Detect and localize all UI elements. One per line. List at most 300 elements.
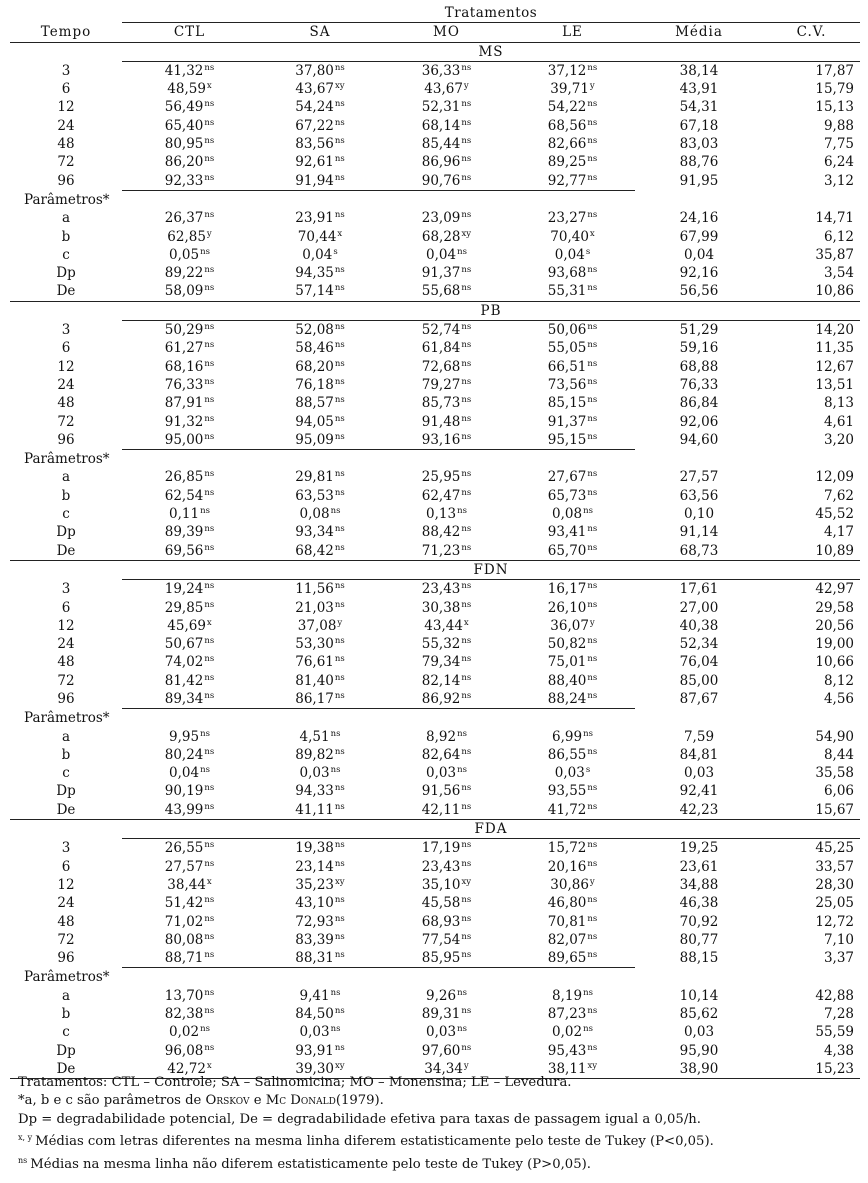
- value-cell: [122, 580, 257, 599]
- time-row: [10, 376, 860, 394]
- value-cell: [383, 728, 510, 746]
- significance-marker: x: [206, 1060, 212, 1071]
- mean-cell: 0,03: [683, 1024, 715, 1041]
- value-number: 52,31: [421, 99, 461, 116]
- significance-marker: ns: [334, 581, 345, 592]
- significance-marker: ns: [461, 542, 472, 553]
- significance-marker: ns: [457, 1024, 467, 1035]
- parameters-label-spacer: [383, 450, 510, 469]
- mean-cell: 0,04: [683, 246, 715, 263]
- parameter-row: [10, 282, 860, 301]
- mean-cell: 7,59: [683, 728, 715, 745]
- footnote-xy: [18, 1129, 714, 1151]
- value-number: 74,02: [164, 654, 204, 671]
- value-number: 29,81: [295, 469, 334, 486]
- time-row: [10, 117, 860, 135]
- value-number: 68,42: [295, 542, 334, 559]
- value-cell: [122, 487, 257, 505]
- value-number: 39,30: [295, 1060, 335, 1077]
- value-number: 56,49: [164, 99, 204, 116]
- value-cell: [383, 635, 510, 653]
- parameters-label: Parâmetros*: [24, 710, 110, 727]
- value-cell: [383, 617, 510, 635]
- value-cell: [510, 246, 635, 264]
- value-cell: [510, 321, 635, 340]
- value-cell: [383, 782, 510, 800]
- time-label: 6: [61, 81, 71, 98]
- value-number: 50,06: [547, 322, 587, 339]
- significance-marker: ns: [587, 431, 598, 442]
- value-number: 43,67: [295, 81, 335, 98]
- value-cell: [383, 117, 510, 135]
- significance-marker: ns: [587, 413, 598, 424]
- value-cell: [257, 876, 383, 894]
- significance-marker: ns: [204, 487, 215, 498]
- significance-marker: ns: [461, 931, 472, 942]
- cv-cell: 8,13: [823, 395, 855, 412]
- significance-marker: ns: [330, 1024, 341, 1035]
- significance-marker: ns: [461, 99, 472, 110]
- value-cell: [383, 894, 510, 912]
- value-cell: [257, 172, 383, 191]
- time-label: 72: [57, 931, 75, 948]
- col-header-ctl: CTL: [122, 23, 257, 42]
- parameter-label: a: [61, 210, 71, 227]
- value-cell: [510, 839, 635, 858]
- significance-marker: ns: [334, 340, 345, 351]
- value-cell: [510, 523, 635, 541]
- value-cell: [122, 117, 257, 135]
- value-cell: [257, 764, 383, 782]
- parameter-row: [10, 987, 860, 1005]
- significance-marker: ns: [461, 117, 472, 128]
- mean-cell: 42,23: [679, 801, 719, 818]
- significance-marker: ns: [334, 840, 345, 851]
- value-cell: [122, 413, 257, 431]
- cv-cell: 35,87: [815, 246, 855, 263]
- value-cell: [383, 246, 510, 264]
- cv-cell: 25,05: [815, 895, 855, 912]
- value-cell: [257, 931, 383, 949]
- value-cell: [122, 61, 257, 80]
- mean-cell: 68,88: [679, 358, 719, 375]
- cv-cell: 12,09: [815, 469, 855, 486]
- value-number: 27,57: [164, 858, 204, 875]
- value-cell: [257, 282, 383, 301]
- time-row: [10, 913, 860, 931]
- footnote-treatments: Tratamentos: CTL – Controle; SA – Salinomicina; MO – Monensina; LE – Levedura.: [18, 1075, 572, 1090]
- column-header-row: [10, 23, 860, 42]
- mean-cell: 38,90: [635, 1060, 763, 1079]
- time-label: 3: [61, 580, 71, 597]
- value-number: 88,57: [295, 395, 334, 412]
- cv-cell: 12,67: [815, 358, 855, 375]
- significance-marker: ns: [334, 431, 345, 442]
- value-number: 79,34: [421, 654, 461, 671]
- significance-marker: ns: [334, 931, 345, 942]
- value-number: 26,37: [164, 210, 204, 227]
- value-cell: [122, 376, 257, 394]
- cv-cell: 33,57: [815, 858, 855, 875]
- section-header-spacer: [10, 42, 122, 61]
- value-number: 70,44: [297, 228, 337, 245]
- value-number: 65,70: [547, 542, 587, 559]
- significance-marker: ns: [334, 1006, 345, 1017]
- significance-marker: ns: [587, 1042, 598, 1053]
- value-number: 89,31: [421, 1006, 461, 1023]
- value-cell: [510, 672, 635, 690]
- significance-marker: ns: [204, 117, 215, 128]
- value-cell: [510, 653, 635, 671]
- value-number: 26,85: [164, 469, 204, 486]
- footnote-ns-marker: ns: [18, 1155, 28, 1165]
- time-label: 24: [57, 636, 75, 653]
- footnote-xy-text: Médias com letras diferentes na mesma linha diferem estatisticamente pelo teste de Tukey (P<0,05).: [35, 1134, 714, 1150]
- time-label: 72: [57, 413, 75, 430]
- value-cell: [510, 931, 635, 949]
- cv-cell: 45,52: [815, 506, 855, 523]
- significance-marker: ns: [334, 395, 345, 406]
- mean-cell: 0,10: [683, 506, 715, 523]
- col-header-sa: SA: [257, 23, 383, 42]
- value-cell: [257, 746, 383, 764]
- value-number: 92,77: [547, 172, 587, 189]
- parameters-label: Parâmetros*: [24, 969, 110, 986]
- cv-cell: 10,66: [815, 654, 855, 671]
- significance-marker: ns: [334, 913, 345, 924]
- significance-marker: ns: [204, 801, 215, 812]
- significance-marker: ns: [587, 931, 598, 942]
- value-cell: [122, 931, 257, 949]
- table-body: [10, 4, 860, 1079]
- value-number: 93,41: [547, 524, 587, 541]
- time-row: [10, 135, 860, 153]
- value-cell: [510, 987, 635, 1005]
- parameter-row: [10, 764, 860, 782]
- mean-cell: 52,34: [679, 636, 719, 653]
- value-cell: [510, 1042, 635, 1060]
- significance-marker: ns: [587, 322, 598, 333]
- significance-marker: ns: [334, 322, 345, 333]
- time-label: 96: [57, 432, 75, 449]
- value-cell: [122, 1005, 257, 1023]
- significance-marker: ns: [457, 728, 467, 739]
- value-number: 41,72: [547, 801, 587, 818]
- value-number: 35,10: [421, 876, 461, 893]
- parameter-row: [10, 246, 860, 264]
- parameter-label: Dp: [56, 524, 76, 541]
- value-cell: [257, 358, 383, 376]
- value-number: 96,08: [164, 1042, 204, 1059]
- footnote-author-mcdonald: Mc Donald: [265, 1093, 336, 1109]
- value-number: 90,19: [164, 783, 204, 800]
- value-cell: [122, 505, 257, 523]
- parameter-label: a: [61, 728, 71, 745]
- mean-cell: 86,84: [679, 395, 719, 412]
- value-number: 54,22: [547, 99, 587, 116]
- value-number: 61,84: [421, 340, 461, 357]
- value-number: 88,31: [295, 950, 334, 967]
- significance-marker: ns: [204, 265, 215, 276]
- significance-marker: x: [206, 876, 212, 887]
- cv-cell: 4,38: [823, 1042, 855, 1059]
- value-cell: [383, 876, 510, 894]
- footnote-parameters: [18, 1092, 714, 1110]
- value-cell: [257, 321, 383, 340]
- value-number: 55,05: [547, 340, 587, 357]
- mean-cell: 67,18: [679, 117, 719, 134]
- value-cell: [510, 801, 635, 820]
- value-number: 86,92: [421, 690, 461, 707]
- value-number: 92,33: [164, 172, 204, 189]
- significance-marker: ns: [587, 581, 598, 592]
- time-label: 72: [57, 672, 75, 689]
- value-cell: [383, 1042, 510, 1060]
- significance-marker: ns: [461, 322, 472, 333]
- value-cell: [122, 321, 257, 340]
- value-number: 0,03: [426, 765, 457, 782]
- value-cell: [122, 394, 257, 412]
- significance-marker: ns: [461, 746, 472, 757]
- value-number: 70,40: [550, 228, 589, 245]
- value-cell: [257, 1042, 383, 1060]
- cv-cell: 13,51: [815, 376, 855, 393]
- footnote-dp-de: Dp = degradabilidade potencial, De = degradabilidade efetiva para taxas de passagem igual a 0,05/h.: [18, 1111, 701, 1127]
- cv-cell: 19,00: [815, 636, 855, 653]
- significance-marker: ns: [204, 431, 215, 442]
- value-cell: [257, 1023, 383, 1041]
- significance-marker: ns: [587, 117, 598, 128]
- parameter-row: [10, 542, 860, 561]
- significance-marker: ns: [587, 395, 598, 406]
- value-cell: [257, 672, 383, 690]
- time-row: [10, 413, 860, 431]
- cv-cell: 3,12: [823, 172, 855, 189]
- parameter-row: [10, 1042, 860, 1060]
- value-number: 23,09: [421, 210, 461, 227]
- value-number: 21,03: [295, 599, 334, 616]
- value-cell: [383, 858, 510, 876]
- parameter-row: [10, 209, 860, 227]
- value-cell: [122, 282, 257, 301]
- cv-cell: 15,79: [815, 81, 855, 98]
- value-cell: [122, 839, 257, 858]
- time-row: [10, 931, 860, 949]
- significance-marker: ns: [461, 431, 472, 442]
- value-cell: [257, 80, 383, 98]
- cv-cell: 8,44: [823, 746, 855, 763]
- value-number: 36,33: [421, 62, 461, 79]
- cv-cell: 17,87: [815, 62, 855, 79]
- value-cell: [383, 764, 510, 782]
- significance-marker: ns: [583, 1024, 593, 1035]
- value-number: 81,40: [295, 672, 334, 689]
- mean-cell: 0,03: [683, 765, 715, 782]
- value-cell: [510, 894, 635, 912]
- value-cell: [510, 431, 635, 450]
- value-cell: [122, 782, 257, 800]
- cv-cell: 12,72: [815, 913, 855, 930]
- value-number: 81,42: [164, 672, 204, 689]
- significance-marker: ns: [461, 136, 472, 147]
- value-cell: [383, 913, 510, 931]
- significance-marker: ns: [204, 395, 215, 406]
- value-cell: [383, 599, 510, 617]
- value-number: 88,42: [421, 524, 461, 541]
- significance-marker: ns: [587, 913, 598, 924]
- value-cell: [122, 949, 257, 968]
- parameter-label: c: [62, 506, 70, 523]
- value-cell: [122, 617, 257, 635]
- mean-cell: 76,33: [679, 376, 719, 393]
- value-cell: [257, 653, 383, 671]
- value-cell: [383, 1023, 510, 1041]
- value-cell: [122, 913, 257, 931]
- value-number: 80,08: [164, 931, 204, 948]
- value-cell: [383, 523, 510, 541]
- value-number: 53,30: [295, 636, 334, 653]
- mean-cell: 51,29: [679, 322, 719, 339]
- value-number: 37,08: [297, 617, 337, 634]
- value-cell: [122, 1042, 257, 1060]
- value-cell: [122, 542, 257, 561]
- significance-marker: ns: [461, 283, 472, 294]
- value-number: 76,61: [295, 654, 334, 671]
- value-number: 62,54: [164, 487, 204, 504]
- significance-marker: ns: [461, 413, 472, 424]
- significance-marker: y: [463, 81, 469, 92]
- value-cell: [510, 117, 635, 135]
- significance-marker: ns: [461, 154, 472, 165]
- value-cell: [383, 98, 510, 116]
- value-number: 91,32: [164, 413, 204, 430]
- value-number: 89,82: [295, 746, 334, 763]
- mean-cell: 63,56: [679, 487, 719, 504]
- time-label: 48: [57, 913, 75, 930]
- mean-cell: 94,60: [679, 432, 719, 449]
- parameter-row: [10, 264, 860, 282]
- significance-marker: ns: [334, 154, 345, 165]
- value-cell: [510, 61, 635, 80]
- significance-marker: ns: [204, 599, 215, 610]
- value-number: 71,02: [164, 913, 204, 930]
- value-number: 82,14: [421, 672, 461, 689]
- value-number: 8,92: [426, 728, 457, 745]
- time-row: [10, 321, 860, 340]
- value-cell: [383, 801, 510, 820]
- value-number: 23,91: [295, 210, 334, 227]
- value-cell: [510, 858, 635, 876]
- time-row: [10, 599, 860, 617]
- mean-cell: 92,16: [679, 265, 719, 282]
- col-header-mo: MO: [383, 23, 510, 42]
- value-cell: [122, 172, 257, 191]
- parameter-row: [10, 1023, 860, 1041]
- significance-marker: s: [585, 765, 591, 776]
- value-number: 36,07: [550, 617, 589, 634]
- section-title: FDN: [122, 560, 860, 579]
- value-number: 68,20: [295, 358, 334, 375]
- value-number: 65,40: [164, 117, 204, 134]
- value-number: 75,01: [547, 654, 587, 671]
- value-number: 67,22: [295, 117, 334, 134]
- value-cell: [383, 746, 510, 764]
- significance-marker: ns: [587, 358, 598, 369]
- significance-marker: ns: [583, 506, 593, 517]
- value-number: 55,31: [547, 283, 587, 300]
- significance-marker: y: [589, 876, 595, 887]
- value-number: 86,20: [164, 154, 204, 171]
- value-number: 0,04: [302, 246, 333, 263]
- value-cell: [257, 949, 383, 968]
- value-number: 51,42: [164, 895, 204, 912]
- mean-cell: 46,38: [679, 895, 719, 912]
- significance-marker: y: [463, 1060, 469, 1071]
- value-number: 62,85: [167, 228, 206, 245]
- value-cell: [510, 172, 635, 191]
- value-cell: [510, 1023, 635, 1041]
- value-cell: [383, 80, 510, 98]
- value-number: 50,67: [164, 636, 204, 653]
- value-cell: [122, 135, 257, 153]
- mean-cell: 84,81: [679, 746, 719, 763]
- value-number: 48,59: [167, 81, 206, 98]
- value-number: 88,24: [547, 690, 587, 707]
- significance-marker: ns: [587, 524, 598, 535]
- time-label: 12: [57, 358, 75, 375]
- significance-marker: ns: [330, 765, 341, 776]
- value-cell: [122, 339, 257, 357]
- value-cell: [383, 487, 510, 505]
- parameters-label-spacer: [763, 450, 860, 469]
- value-number: 95,43: [547, 1042, 587, 1059]
- value-cell: [122, 246, 257, 264]
- value-number: 58,09: [164, 283, 204, 300]
- value-cell: [383, 358, 510, 376]
- significance-marker: xy: [461, 228, 472, 239]
- significance-marker: ns: [204, 283, 215, 294]
- value-number: 68,16: [164, 358, 204, 375]
- value-number: 90,76: [421, 172, 461, 189]
- significance-marker: ns: [587, 783, 598, 794]
- mean-cell: 56,56: [679, 283, 719, 300]
- value-number: 88,40: [547, 672, 587, 689]
- significance-marker: ns: [330, 728, 341, 739]
- value-number: 94,33: [295, 783, 334, 800]
- cv-cell: 45,25: [815, 840, 855, 857]
- value-number: 23,43: [421, 858, 461, 875]
- value-cell: [383, 949, 510, 968]
- significance-marker: ns: [204, 1042, 215, 1053]
- significance-marker: ns: [204, 524, 215, 535]
- treatments-group-label: Tratamentos: [122, 4, 860, 23]
- significance-marker: ns: [334, 690, 345, 701]
- cv-cell: 14,20: [815, 322, 855, 339]
- parameter-label: c: [62, 765, 70, 782]
- value-number: 55,68: [421, 283, 461, 300]
- col-header-cv: C.V.: [763, 23, 860, 42]
- significance-marker: ns: [200, 1024, 210, 1035]
- value-number: 58,46: [295, 340, 334, 357]
- value-number: 89,34: [164, 690, 204, 707]
- significance-marker: ns: [204, 895, 215, 906]
- value-number: 93,91: [295, 1042, 334, 1059]
- significance-marker: ns: [461, 210, 472, 221]
- significance-marker: ns: [583, 728, 593, 739]
- cv-cell: 3,37: [823, 950, 855, 967]
- value-number: 35,23: [295, 876, 335, 893]
- value-number: 91,94: [295, 172, 334, 189]
